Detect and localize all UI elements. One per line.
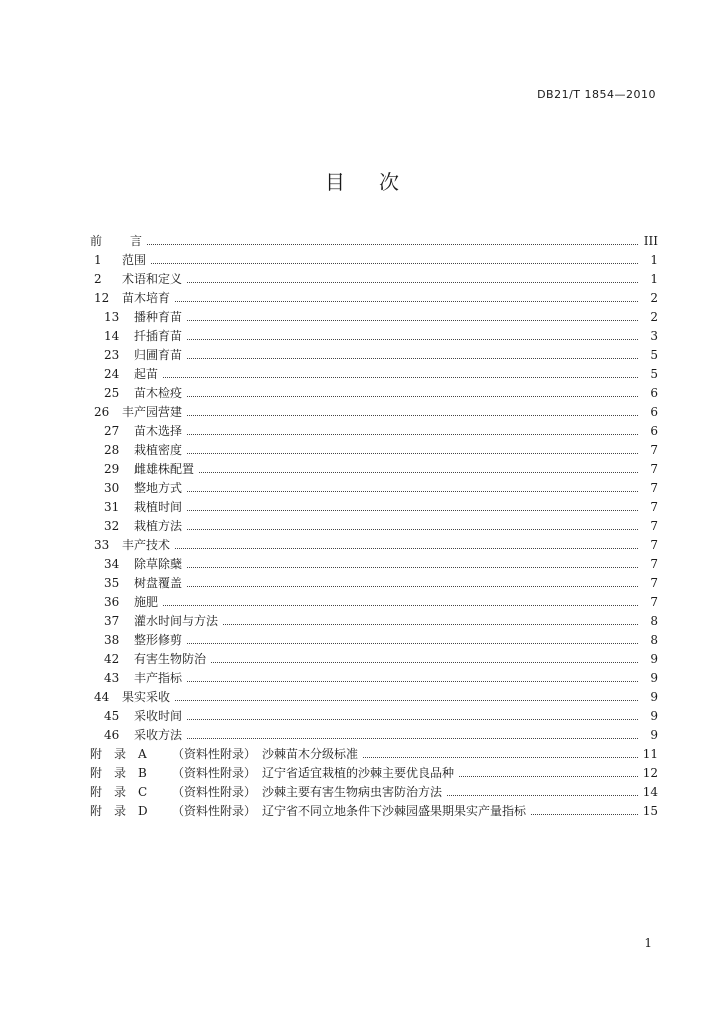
toc-entry[interactable] — [90, 555, 658, 574]
toc-leader-dots — [134, 327, 638, 346]
toc-entry-title: （资料性附录） 辽宁省适宜栽植的沙棘主要优良品种 — [172, 764, 458, 783]
toc-entry-title: 苗木培育 — [122, 289, 174, 308]
toc-entry-number: 25 — [104, 386, 120, 400]
toc-entry-number: 36 — [104, 595, 120, 609]
toc-entry-page: 9 — [650, 728, 658, 742]
toc-leader-dots — [122, 270, 638, 289]
toc-entry-number: 31 — [104, 500, 120, 514]
toc-leader-dots — [130, 232, 638, 251]
toc-leader-dots — [134, 346, 638, 365]
toc-entry-page: 15 — [642, 804, 658, 818]
toc-entry-title: 苗木选择 — [134, 422, 186, 441]
toc-entry-number: 13 — [104, 310, 120, 324]
toc-entry[interactable] — [90, 707, 658, 726]
toc-entry[interactable] — [90, 745, 658, 764]
toc-entry-page: 7 — [650, 576, 658, 590]
toc-entry[interactable] — [90, 308, 658, 327]
toc-entry[interactable] — [90, 346, 658, 365]
toc-entry[interactable] — [90, 593, 658, 612]
toc-entry-title: 栽植方法 — [134, 517, 186, 536]
toc-entry-page: 2 — [650, 291, 658, 305]
toc-entry-number: 14 — [104, 329, 120, 343]
toc-entry-number: 附 录 C — [90, 785, 148, 799]
toc-entry-number: 35 — [104, 576, 120, 590]
toc-entry-number: 42 — [104, 652, 120, 666]
toc-entry-number: 28 — [104, 443, 120, 457]
toc-entry-title: 雌雄株配置 — [134, 460, 198, 479]
toc-entry-page: 12 — [642, 766, 658, 780]
toc-entry-page: 11 — [642, 747, 658, 761]
toc-entry-page: 7 — [650, 538, 658, 552]
toc-entry-page: 6 — [650, 424, 658, 438]
toc-entry-number: 27 — [104, 424, 120, 438]
toc-leader-dots — [134, 593, 638, 612]
toc-entry-number: 37 — [104, 614, 120, 628]
toc-entry-title: 苗木检疫 — [134, 384, 186, 403]
toc-entry[interactable] — [90, 726, 658, 745]
toc-entry[interactable] — [90, 232, 658, 251]
toc-entry[interactable] — [90, 251, 658, 270]
toc-entry-page: III — [643, 234, 658, 248]
toc-entry-number: 32 — [104, 519, 120, 533]
toc-entry-page: 7 — [650, 519, 658, 533]
toc-entry-title: 栽植时间 — [134, 498, 186, 517]
toc-entry[interactable] — [90, 669, 658, 688]
toc-entry-number: 26 — [94, 405, 110, 419]
toc-entry[interactable] — [90, 802, 658, 821]
toc-entry-title: 有害生物防治 — [134, 650, 210, 669]
toc-entry-title: 栽植密度 — [134, 441, 186, 460]
toc-entry-title: 灌水时间与方法 — [134, 612, 222, 631]
toc-entry-number: 附 录 D — [90, 804, 148, 818]
toc-entry-page: 7 — [650, 443, 658, 457]
toc-leader-dots — [134, 555, 638, 574]
toc-entry[interactable] — [90, 327, 658, 346]
toc-entry-page: 8 — [650, 633, 658, 647]
toc-leader-dots — [134, 669, 638, 688]
toc-leader-dots — [122, 403, 638, 422]
toc-leader-dots — [122, 688, 638, 707]
title-char-1: 目 — [325, 170, 345, 194]
toc-entry-page: 7 — [650, 481, 658, 495]
toc-entry-title: 术语和定义 — [122, 270, 186, 289]
toc-entry-number: 44 — [94, 690, 110, 704]
toc-entry-page: 14 — [642, 785, 658, 799]
toc-leader-dots — [134, 574, 638, 593]
toc-leader-dots — [134, 631, 638, 650]
toc-entry-title: 采收方法 — [134, 726, 186, 745]
toc-leader-dots — [122, 251, 638, 270]
toc-entry[interactable] — [90, 403, 658, 422]
page-title — [0, 166, 724, 195]
toc-leader-dots — [134, 517, 638, 536]
toc-entry-title: 归圃育苗 — [134, 346, 186, 365]
toc-entry-title: 果实采收 — [122, 688, 174, 707]
toc-entry-title: 施肥 — [134, 593, 162, 612]
toc-entry-page: 9 — [650, 671, 658, 685]
toc-leader-dots — [134, 479, 638, 498]
toc-leader-dots — [134, 422, 638, 441]
toc-entry-page: 9 — [650, 652, 658, 666]
toc-leader-dots — [134, 384, 638, 403]
toc-entry[interactable] — [90, 574, 658, 593]
toc-entry-number: 30 — [104, 481, 120, 495]
toc-entry[interactable] — [90, 498, 658, 517]
toc-entry-number: 29 — [104, 462, 120, 476]
toc-entry-title: 除草除蘖 — [134, 555, 186, 574]
toc-entry-title: 扦插育苗 — [134, 327, 186, 346]
toc-leader-dots — [134, 365, 638, 384]
toc-entry[interactable] — [90, 479, 658, 498]
toc-entry-number: 1 — [94, 253, 102, 267]
toc-entry-title: 树盘覆盖 — [134, 574, 186, 593]
toc-entry[interactable] — [90, 365, 658, 384]
toc-entry-title: 言 — [130, 232, 146, 251]
toc-entry-page: 8 — [650, 614, 658, 628]
toc-entry-title: 播种育苗 — [134, 308, 186, 327]
toc-entry-title: 采收时间 — [134, 707, 186, 726]
toc-entry-number: 43 — [104, 671, 120, 685]
toc-entry-title: 起苗 — [134, 365, 162, 384]
toc-entry[interactable] — [90, 441, 658, 460]
toc-entry[interactable] — [90, 783, 658, 802]
toc-leader-dots — [134, 308, 638, 327]
toc-entry-number: 46 — [104, 728, 120, 742]
toc-entry-number: 24 — [104, 367, 120, 381]
toc-entry-number: 附 录 A — [90, 747, 147, 761]
toc-entry[interactable] — [90, 384, 658, 403]
toc-entry-page: 1 — [650, 272, 658, 286]
toc-entry-title: 丰产园营建 — [122, 403, 186, 422]
document-code: DB21/T 1854—2010 — [537, 88, 656, 101]
toc-entry-page: 1 — [650, 253, 658, 267]
toc-entry-title: （资料性附录） 沙棘主要有害生物病虫害防治方法 — [172, 783, 446, 802]
toc-leader-dots — [134, 460, 638, 479]
toc-entry-page: 6 — [650, 386, 658, 400]
toc-entry-title: （资料性附录） 沙棘苗木分级标准 — [172, 745, 362, 764]
toc-entry[interactable] — [90, 422, 658, 441]
toc-entry-title: 整地方式 — [134, 479, 186, 498]
toc-leader-dots — [134, 441, 638, 460]
toc-entry-number: 2 — [94, 272, 102, 286]
toc-entry-number: 33 — [94, 538, 110, 552]
toc-entry[interactable] — [90, 270, 658, 289]
toc-entry-title: 整形修剪 — [134, 631, 186, 650]
toc-entry[interactable] — [90, 688, 658, 707]
page-number: 1 — [644, 936, 652, 950]
toc-leader-dots — [122, 289, 638, 308]
toc-leader-dots — [122, 536, 638, 555]
toc-leader-dots — [134, 726, 638, 745]
toc-entry-page: 5 — [650, 348, 658, 362]
toc-entry[interactable] — [90, 650, 658, 669]
toc-entry-number: 45 — [104, 709, 120, 723]
toc-entry-page: 7 — [650, 557, 658, 571]
toc-entry-number: 34 — [104, 557, 120, 571]
toc-entry-page: 9 — [650, 690, 658, 704]
toc-entry-number: 前 — [90, 234, 103, 248]
toc-entry[interactable] — [90, 517, 658, 536]
toc-entry-page: 2 — [650, 310, 658, 324]
title-char-2: 次 — [379, 170, 399, 194]
toc-entry-page: 3 — [650, 329, 658, 343]
toc-entry-page: 7 — [650, 595, 658, 609]
toc-entry-title: 丰产技术 — [122, 536, 174, 555]
toc-entry-page: 7 — [650, 462, 658, 476]
toc-leader-dots — [134, 498, 638, 517]
toc-entry[interactable] — [90, 764, 658, 783]
toc-entry-page: 9 — [650, 709, 658, 723]
toc-entry[interactable] — [90, 631, 658, 650]
toc-entry[interactable] — [90, 612, 658, 631]
toc-entry[interactable] — [90, 460, 658, 479]
toc-entry-number: 12 — [94, 291, 110, 305]
toc-entry-title: （资料性附录） 辽宁省不同立地条件下沙棘园盛果期果实产量指标 — [172, 802, 530, 821]
toc-entry-number: 23 — [104, 348, 120, 362]
toc-entry-title: 范围 — [122, 251, 150, 270]
toc-entry-number: 附 录 B — [90, 766, 147, 780]
toc-entry-number: 38 — [104, 633, 120, 647]
toc-entry-title: 丰产指标 — [134, 669, 186, 688]
table-of-contents — [90, 232, 658, 821]
toc-entry[interactable] — [90, 289, 658, 308]
toc-entry[interactable] — [90, 536, 658, 555]
toc-entry-page: 6 — [650, 405, 658, 419]
toc-entry-page: 5 — [650, 367, 658, 381]
toc-entry-page: 7 — [650, 500, 658, 514]
toc-leader-dots — [134, 707, 638, 726]
